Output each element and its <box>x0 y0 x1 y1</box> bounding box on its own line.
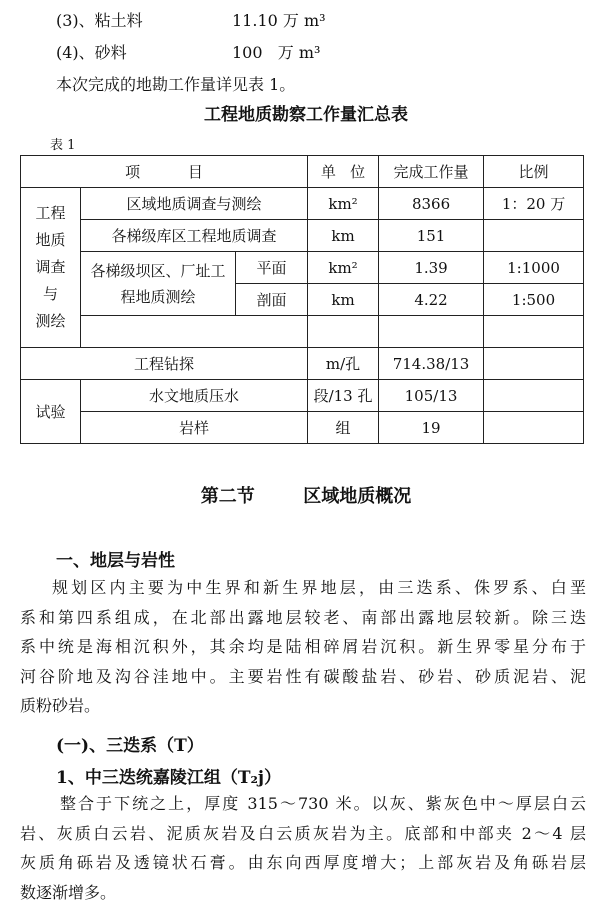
cell-amount: 4.22 <box>379 284 484 316</box>
cell-item: 水文地质压水 <box>81 380 308 412</box>
intro-line-clay <box>56 8 326 31</box>
section-number: 第二节 <box>200 486 255 507</box>
section-title <box>0 482 612 508</box>
heading-jialingjiang: 1、中三迭统嘉陵江组（T₂j） <box>56 768 282 788</box>
cell-ratio: 1:500 <box>484 284 584 316</box>
heading-strata: 一、地层与岩性 <box>56 551 175 571</box>
cell-ratio: 1：20 万 <box>484 188 584 220</box>
cell-dam-label: 各梯级坝区、厂址工程地质测绘 <box>81 252 236 316</box>
cell-ratio <box>484 220 584 252</box>
cell-item: 工程钻探 <box>21 348 308 380</box>
table-header-row <box>21 156 584 188</box>
table-title: 工程地质勘察工作量汇总表 <box>204 105 408 125</box>
cell-amount: 1.39 <box>379 252 484 284</box>
cell-item: 区域地质调查与测绘 <box>81 188 308 220</box>
cell-sub: 剖面 <box>236 284 308 316</box>
table-row <box>21 412 584 444</box>
table-caption: 表 1 <box>50 138 76 153</box>
paragraph-line: 系中统是海相沉积外，其余均是陆相碎屑岩沉积。新生界零星分布于 <box>20 637 586 656</box>
intro-label: 砂料 <box>94 43 127 62</box>
intro-line-sand <box>56 40 321 63</box>
table-row <box>21 188 584 220</box>
cell-ratio: 1:1000 <box>484 252 584 284</box>
table-row <box>21 380 584 412</box>
intro-num: (3)、 <box>56 11 95 30</box>
paragraph-line: 河谷阶地及沟谷洼地中。主要岩性有碳酸盐岩、砂岩、砂质泥岩、泥 <box>20 666 586 686</box>
group-test-cell: 试验 <box>21 380 81 444</box>
intro-value: 100 万 m³ <box>232 43 321 62</box>
cell-amount: 714.38/13 <box>379 348 484 380</box>
paragraph-line: 整合于下统之上，厚度 315～730 米。以灰、紫灰色中～厚层白云 <box>60 794 586 813</box>
table-row <box>21 348 584 380</box>
cell-unit: km² <box>308 252 379 284</box>
cell-amount: 19 <box>379 412 484 444</box>
group-mapping-cell: 工程 地质 调查 与 测绘 <box>21 188 81 348</box>
cell-unit: km <box>308 284 379 316</box>
cell-empty <box>81 316 308 348</box>
paragraph-line: 灰质角砾岩及透镜状石膏。由东向西厚度增大；上部灰岩及角砾岩层 <box>20 853 586 872</box>
header-ratio: 比例 <box>484 156 584 188</box>
cell-ratio <box>484 348 584 380</box>
cell-amount: 8366 <box>379 188 484 220</box>
intro-label: 粘土料 <box>94 11 143 30</box>
paragraph-line: 系和第四系组成，在北部出露地层较老、南部出露地层较新。除三迭 <box>20 607 586 627</box>
cell-unit: 组 <box>308 412 379 444</box>
paragraph-line: 数逐渐增多。 <box>20 882 117 902</box>
table-row <box>21 220 584 252</box>
cell-empty <box>379 316 484 348</box>
cell-unit: km² <box>308 188 379 220</box>
cell-amount: 151 <box>379 220 484 252</box>
survey-summary-table <box>20 155 584 444</box>
cell-empty <box>308 316 379 348</box>
table-row-empty <box>21 316 584 348</box>
intro-value: 11.10 万 m³ <box>232 11 326 30</box>
header-unit: 单 位 <box>308 156 379 188</box>
table-row <box>21 252 584 284</box>
heading-triassic: (一)、三迭系（T） <box>56 736 204 756</box>
cell-item: 各梯级库区工程地质调查 <box>81 220 308 252</box>
intro-sentence: 本次完成的地勘工作量详见表 1。 <box>56 75 296 94</box>
cell-ratio <box>484 380 584 412</box>
cell-sub: 平面 <box>236 252 308 284</box>
cell-unit: 段/13 孔 <box>308 380 379 412</box>
intro-num: (4)、 <box>56 43 95 62</box>
cell-unit: m/孔 <box>308 348 379 380</box>
paragraph-jialingjiang <box>20 789 586 907</box>
paragraph-strata <box>20 573 586 721</box>
cell-empty <box>484 316 584 348</box>
paragraph-line: 岩、灰质白云岩、泥质灰岩及白云质灰岩为主。底部和中部夹 2～4 层 <box>20 823 586 843</box>
cell-unit: km <box>308 220 379 252</box>
paragraph-line: 规划区内主要为中生界和新生界地层，由三迭系、侏罗系、白垩 <box>52 578 586 597</box>
cell-item: 岩样 <box>81 412 308 444</box>
section-name: 区域地质概况 <box>303 486 412 507</box>
cell-ratio <box>484 412 584 444</box>
paragraph-line: 质粉砂岩。 <box>20 696 101 715</box>
cell-amount: 105/13 <box>379 380 484 412</box>
header-amount: 完成工作量 <box>379 156 484 188</box>
header-item: 项 目 <box>21 156 308 188</box>
